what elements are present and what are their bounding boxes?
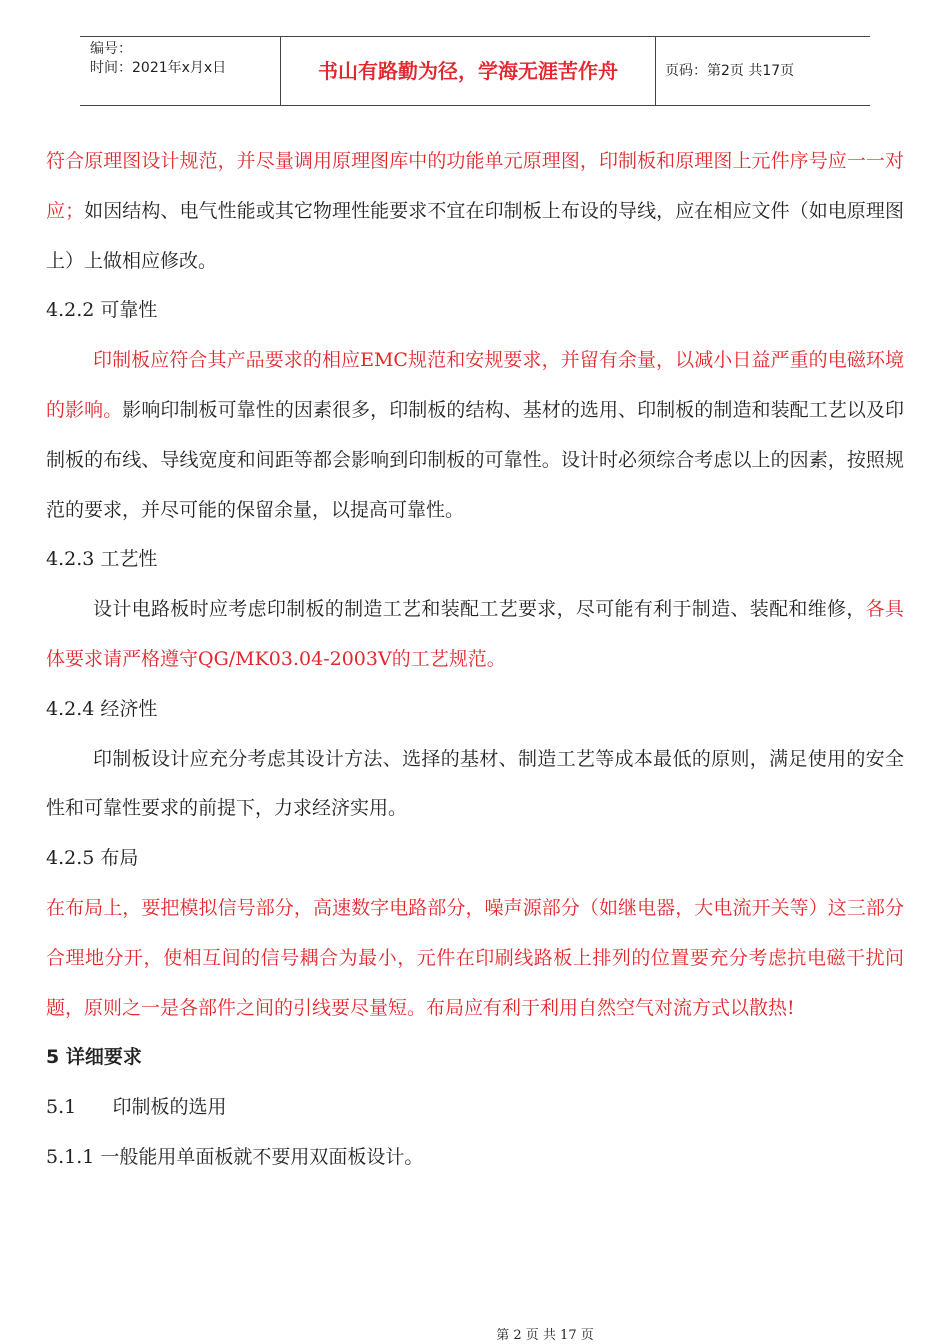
section-heading-5: 5 详细要求 [46,1046,142,1069]
paragraph-circuit-spec [46,137,904,286]
page-header [80,36,870,106]
paragraph-economy: 印制板设计应充分考虑其设计方法、选择的基材、制造工艺等成本最低的原则，满足使用的安全性和可靠性要求的前提下，力求经济实用。 [46,747,904,820]
paragraph-reliability [46,336,904,535]
time-label: 时间：2021年x月x日 [90,60,227,76]
highlight-text: 各具体要求请严格遵守QG/MK03.04-2003V的工艺规范。 [46,598,904,670]
paragraph-manufacturability [46,585,904,685]
highlight-text: 符合原理图设计规范，并尽量调用原理图库中的功能单元原理图，印制板和原理图上元件序号应一一对应； [46,150,904,222]
section-heading-5-1: 5.1 印制板的选用 [46,1096,227,1119]
body-text: 影响印制板可靠性的因素很多，印制板的结构、基材的选用、印制板的制造和装配工艺以及印制板的布线、导线宽度和间距等都会影响到印制板的可靠性。设计时必须综合考虑以上的因素，按照规范的要求，并尽可能的保留余量，以提高可靠性。 [46,398,904,521]
paragraph-5-1-1: 5.1.1 一般能用单面板就不要用双面板设计。 [46,1145,424,1168]
document-body [46,137,904,1183]
section-heading-4-2-5: 4.2.5 布局 [46,847,139,870]
section-heading-4-2-2: 4.2.2 可靠性 [46,299,158,322]
header-motto: 书山有路勤为径，学海无涯苦作舟 [280,37,656,105]
body-text: 如因结构、电气性能或其它物理性能要求不宜在印制板上布设的导线，应在相应文件（如电原理图上）上做相应修改。 [46,199,904,272]
highlight-text: 印制板应符合其产品要求的相应EMC规范和安规要求，并留有余量，以减小日益严重的电磁环境的影响。 [46,349,904,421]
section-heading-4-2-3: 4.2.3 工艺性 [46,548,158,571]
paragraph-layout: 在布局上，要把模拟信号部分，高速数字电路部分，噪声源部分（如继电器，大电流开关等）这三部分合理地分开，使相互间的信号耦合为最小，元件在印刷线路板上排列的位置要充分考虑抗电磁干扰问题，原则之一是各部件之间的引线要尽量短。布局应有利于利用自然空气对流方式以散热! [46,896,904,1019]
page-footer: 第 2 页 共 17 页 [496,1328,594,1343]
body-text: 设计电路板时应考虑印制板的制造工艺和装配工艺要求，尽可能有利于制造、装配和维修， [93,598,866,621]
header-page-info: 页码：第2页 共17页 [665,63,795,79]
header-meta [80,37,280,105]
section-heading-4-2-4: 4.2.4 经济性 [46,697,158,720]
number-label: 编号： [90,41,132,57]
